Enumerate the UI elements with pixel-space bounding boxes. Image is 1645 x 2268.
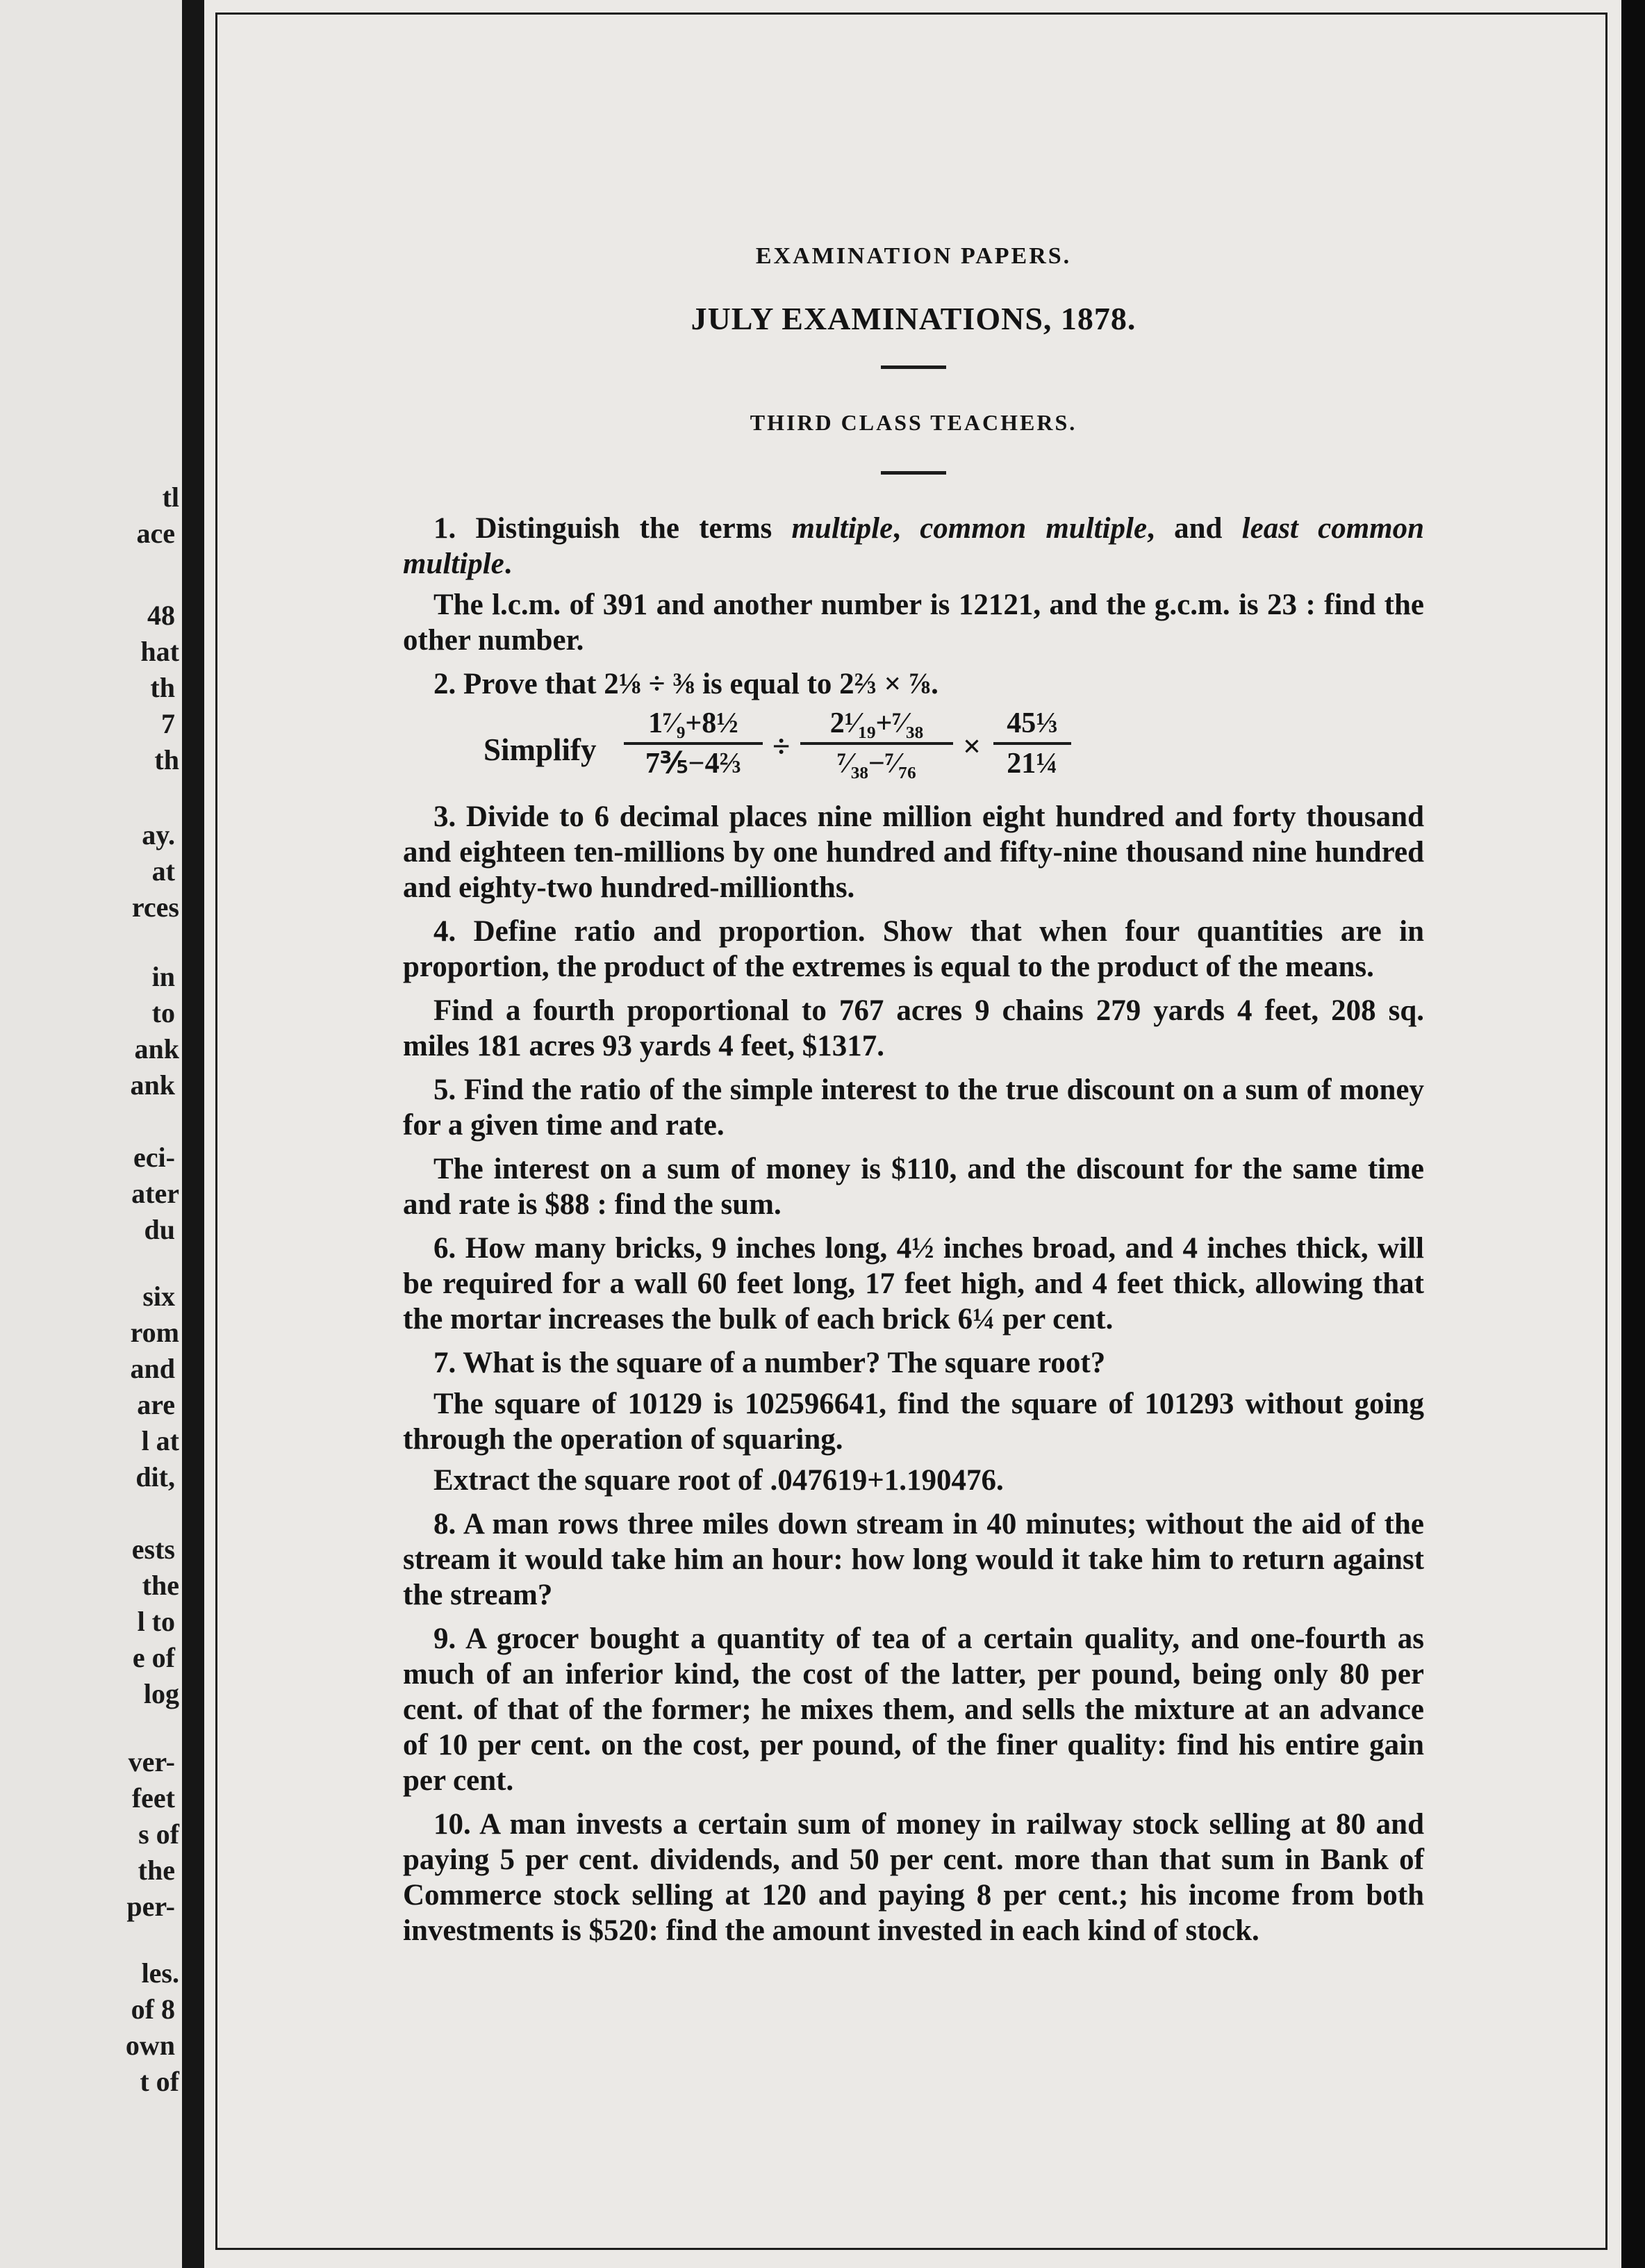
section-rule [881, 471, 946, 475]
left-page-fragment: of 8 [131, 1994, 175, 2025]
left-page-fragment: and [130, 1353, 175, 1384]
left-page-fragment: l to [137, 1606, 175, 1637]
left-page-fragment: hat [140, 636, 179, 667]
left-page-fragment: feet [131, 1782, 175, 1814]
question-6: 6. How many bricks, 9 inches long, 4½ inches broad, and 4 inches thick, will be required for a wall 60 feet long, 17 feet high, and 4 feet thick, allowing that the mortar increases the bulk of each brick 6¼ per cent. [403, 1232, 1424, 1336]
book-gutter [182, 0, 204, 2268]
left-page-fragment: six [142, 1281, 175, 1312]
question-7: 7. What is the square of a number? The square root? [433, 1347, 1106, 1379]
simplify-expression [403, 707, 1424, 794]
divide-sign: ÷ [772, 728, 791, 764]
fraction-1-numerator: 1⁷⁄₉+8½ [624, 707, 763, 745]
left-page-fragment: rces [131, 891, 179, 923]
fraction-3-numerator: 45⅓ [993, 707, 1071, 745]
left-page-fragment: th [150, 672, 175, 703]
question-1-part-b: The l.c.m. of 391 and another number is 12121, and the g.c.m. is 23 : find the other number. [403, 589, 1424, 657]
left-page-fragment: per- [126, 1891, 175, 1922]
left-page-fragment: to [151, 997, 175, 1028]
question-5: 5. Find the ratio of the simple interest to the true discount on a sum of money for a given time and rate. [403, 1074, 1424, 1142]
left-page-fragment: eci- [133, 1142, 175, 1173]
left-page-fragment: rom [130, 1317, 179, 1348]
running-head: EXAMINATION PAPERS. [755, 243, 1072, 269]
left-page-fragment: own [125, 2030, 175, 2061]
left-page-fragment: l at [141, 1425, 179, 1456]
left-page-fragment: ank [134, 1033, 179, 1065]
fraction-1-denominator: 7⅗−4⅔ [645, 748, 742, 780]
question-8: 8. A man rows three miles down stream in 40 minutes; without the aid of the stream it would take him an hour: how long would it take him to return against the stream? [403, 1508, 1424, 1611]
question-4: 4. Define ratio and proportion. Show that when four quantities are in proportion, the product of the extremes is equal to the product of the means. [403, 915, 1424, 983]
question-list [403, 511, 1424, 1957]
multiply-sign: × [963, 728, 982, 764]
left-page-fragment: the [142, 1570, 179, 1601]
left-page-fragment: log [143, 1678, 179, 1709]
question-7-part-c: Extract the square root of .047619+1.190476. [433, 1464, 1004, 1497]
left-page-fragment: ver- [128, 1746, 175, 1777]
right-scan-edge [1621, 0, 1645, 2268]
left-page-fragment: in [151, 961, 175, 992]
question-5-part-b: The interest on a sum of money is $110, and the discount for the same time and rate is $88 : find the sum. [403, 1153, 1424, 1221]
left-page-fragment: du [144, 1214, 175, 1245]
left-page-text-fragments [0, 479, 182, 2175]
question-10: 10. A man invests a certain sum of money in railway stock selling at 80 and paying 5 per cent. dividends, and 50 per cent. more than that sum in Bank of Commerce stock selling at 120 and paying 8 per cent.; his income from both investments is $520: find the amount invested in each kind of stock. [403, 1808, 1424, 1947]
question-7-part-b: The square of 10129 is 102596641, find the square of 101293 without going through the operation of squaring. [403, 1388, 1424, 1456]
question-4-part-b: Find a fourth proportional to 767 acres 9 chains 279 yards 4 feet, 208 sq. miles 181 acres 93 yards 4 feet, $1317. [403, 994, 1424, 1062]
left-page-fragment: t of [140, 2066, 179, 2097]
left-page-fragment: the [138, 1855, 175, 1886]
question-2: 2. Prove that 2⅛ ÷ ⅜ is equal to 2⅔ × ⅞. [433, 668, 939, 700]
left-page-fragment: tl [162, 482, 179, 513]
left-page-fragment: 48 [147, 600, 175, 631]
title-rule [881, 365, 946, 369]
question-1: 1. Distinguish the terms multiple, common multiple, and least common multiple. [403, 512, 1424, 580]
left-page-fragment: ace [136, 518, 175, 549]
left-page-fragment: s of [138, 1818, 179, 1850]
left-page-fragment: dit, [135, 1461, 175, 1493]
fraction-2-denominator: ⁷⁄₃₈−⁷⁄₇₆ [837, 748, 916, 780]
left-page-fragment: 7 [161, 708, 175, 739]
question-9: 9. A grocer bought a quantity of tea of a certain quality, and one-fourth as much of an inferior kind, the cost of the latter, per pound, being only 80 per cent. of that of the former; he mixes them, and sells the mixture at an advance of 10 per cent. on the cost, per pound, of the finer quality: find his entire gain per cent. [403, 1622, 1424, 1797]
left-page-fragment: ank [130, 1069, 175, 1101]
left-page-fragment: ay. [142, 819, 175, 850]
left-page-fragment: th [154, 744, 179, 775]
left-page-fragment: e of [132, 1642, 175, 1673]
left-page-fragment: at [151, 855, 175, 887]
section-title: THIRD CLASS TEACHERS. [750, 410, 1077, 435]
left-page-fragment: ests [131, 1534, 175, 1565]
fraction-3-denominator: 21¼ [1007, 748, 1058, 780]
fraction-3 [993, 707, 1071, 780]
left-page-fragment: les. [141, 1957, 179, 1989]
left-page-edge [0, 0, 182, 2268]
fraction-2 [800, 707, 953, 780]
page-title: JULY EXAMINATIONS, 1878. [691, 301, 1136, 336]
simplify-label: Simplify [483, 732, 597, 767]
question-3: 3. Divide to 6 decimal places nine million eight hundred and forty thousand and eighteen ten-millions by one hundred and fifty-nine thousand nine hundred and eighty-two hundred-millionths. [403, 800, 1424, 904]
fraction-2-numerator: 2¹⁄₁₉+⁷⁄₃₈ [800, 707, 953, 745]
fraction-1 [624, 707, 763, 780]
left-page-fragment: are [137, 1389, 175, 1420]
left-page-fragment: ater [131, 1178, 179, 1209]
